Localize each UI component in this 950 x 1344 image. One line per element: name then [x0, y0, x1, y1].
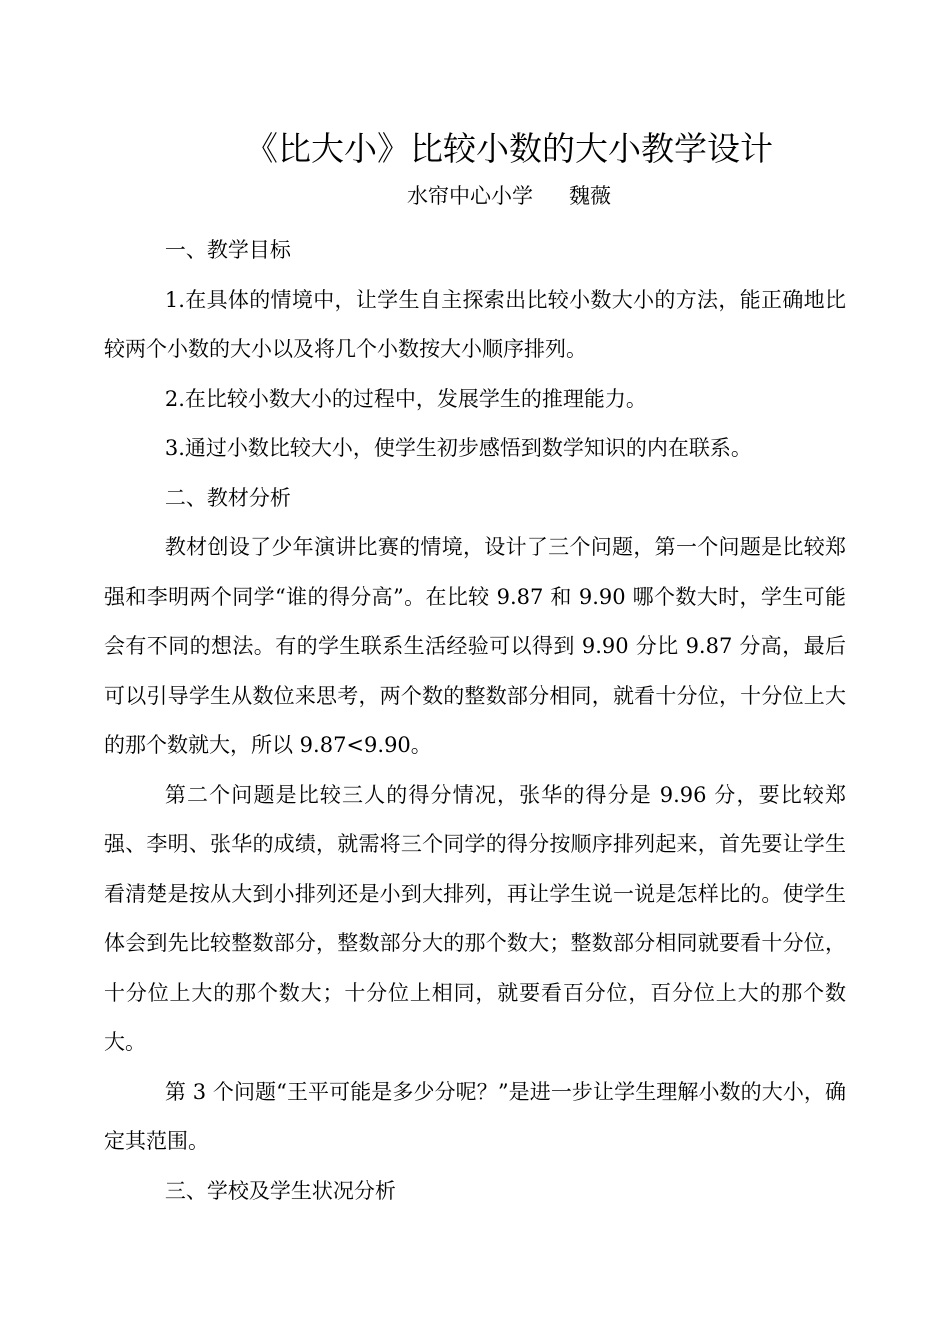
objective-paragraph-3: 3.通过小数比较大小，使学生初步感悟到数学知识的内在联系。: [164, 436, 752, 460]
document-body: [104, 226, 846, 1216]
material-paragraph-1: 教材创设了少年演讲比赛的情境，设计了三个问题，第一个问题是比较郑强和李明两个同学“谁的得分高”。在比较 9.87 和 9.90 哪个数大时，学生可能会有不同的想法。有的学生联系生活经验可以得到 9.90 分比 9.87 分高，最后可以引导学生从数位来思考，两个数的整数部分相同，就看十分位，十分位上大的那个数就大，所以 9.87<9.90。: [104, 535, 846, 757]
objective-paragraph-1: 1.在具体的情境中，让学生自主探索出比较小数大小的方法，能正确地比较两个小数的大小以及将几个小数按大小顺序排列。: [104, 287, 846, 361]
section-heading-objectives: 一、教学目标: [164, 238, 291, 262]
author-school: 水帘中心小学: [407, 184, 533, 208]
material-paragraph-3: 第 3 个问题“王平可能是多少分呢？”是进一步让学生理解小数的大小，确定其范围。: [104, 1079, 846, 1153]
objective-paragraph-2: 2.在比较小数大小的过程中，发展学生的推理能力。: [164, 386, 647, 411]
author-name: 魏薇: [569, 184, 611, 208]
document-title: 《比大小》比较小数的大小教学设计: [245, 129, 773, 168]
section-heading-school-analysis: 三、学校及学生状况分析: [164, 1178, 396, 1203]
author-line: [0, 180, 950, 212]
material-paragraph-2: 第二个问题是比较三人的得分情况，张华的得分是 9.96 分，要比较郑强、李明、张华的成绩，就需将三个同学的得分按顺序排列起来，首先要让学生看清楚是按从大到小排列还是小到大排列，再让学生说一说是怎样比的。使学生体会到先比较整数部分，整数部分大的那个数大；整数部分相同就要看十分位，十分位上大的那个数大；十分位上相同，就要看百分位，百分位上大的那个数大。: [104, 782, 846, 1054]
section-heading-material-analysis: 二、教材分析: [164, 485, 291, 510]
